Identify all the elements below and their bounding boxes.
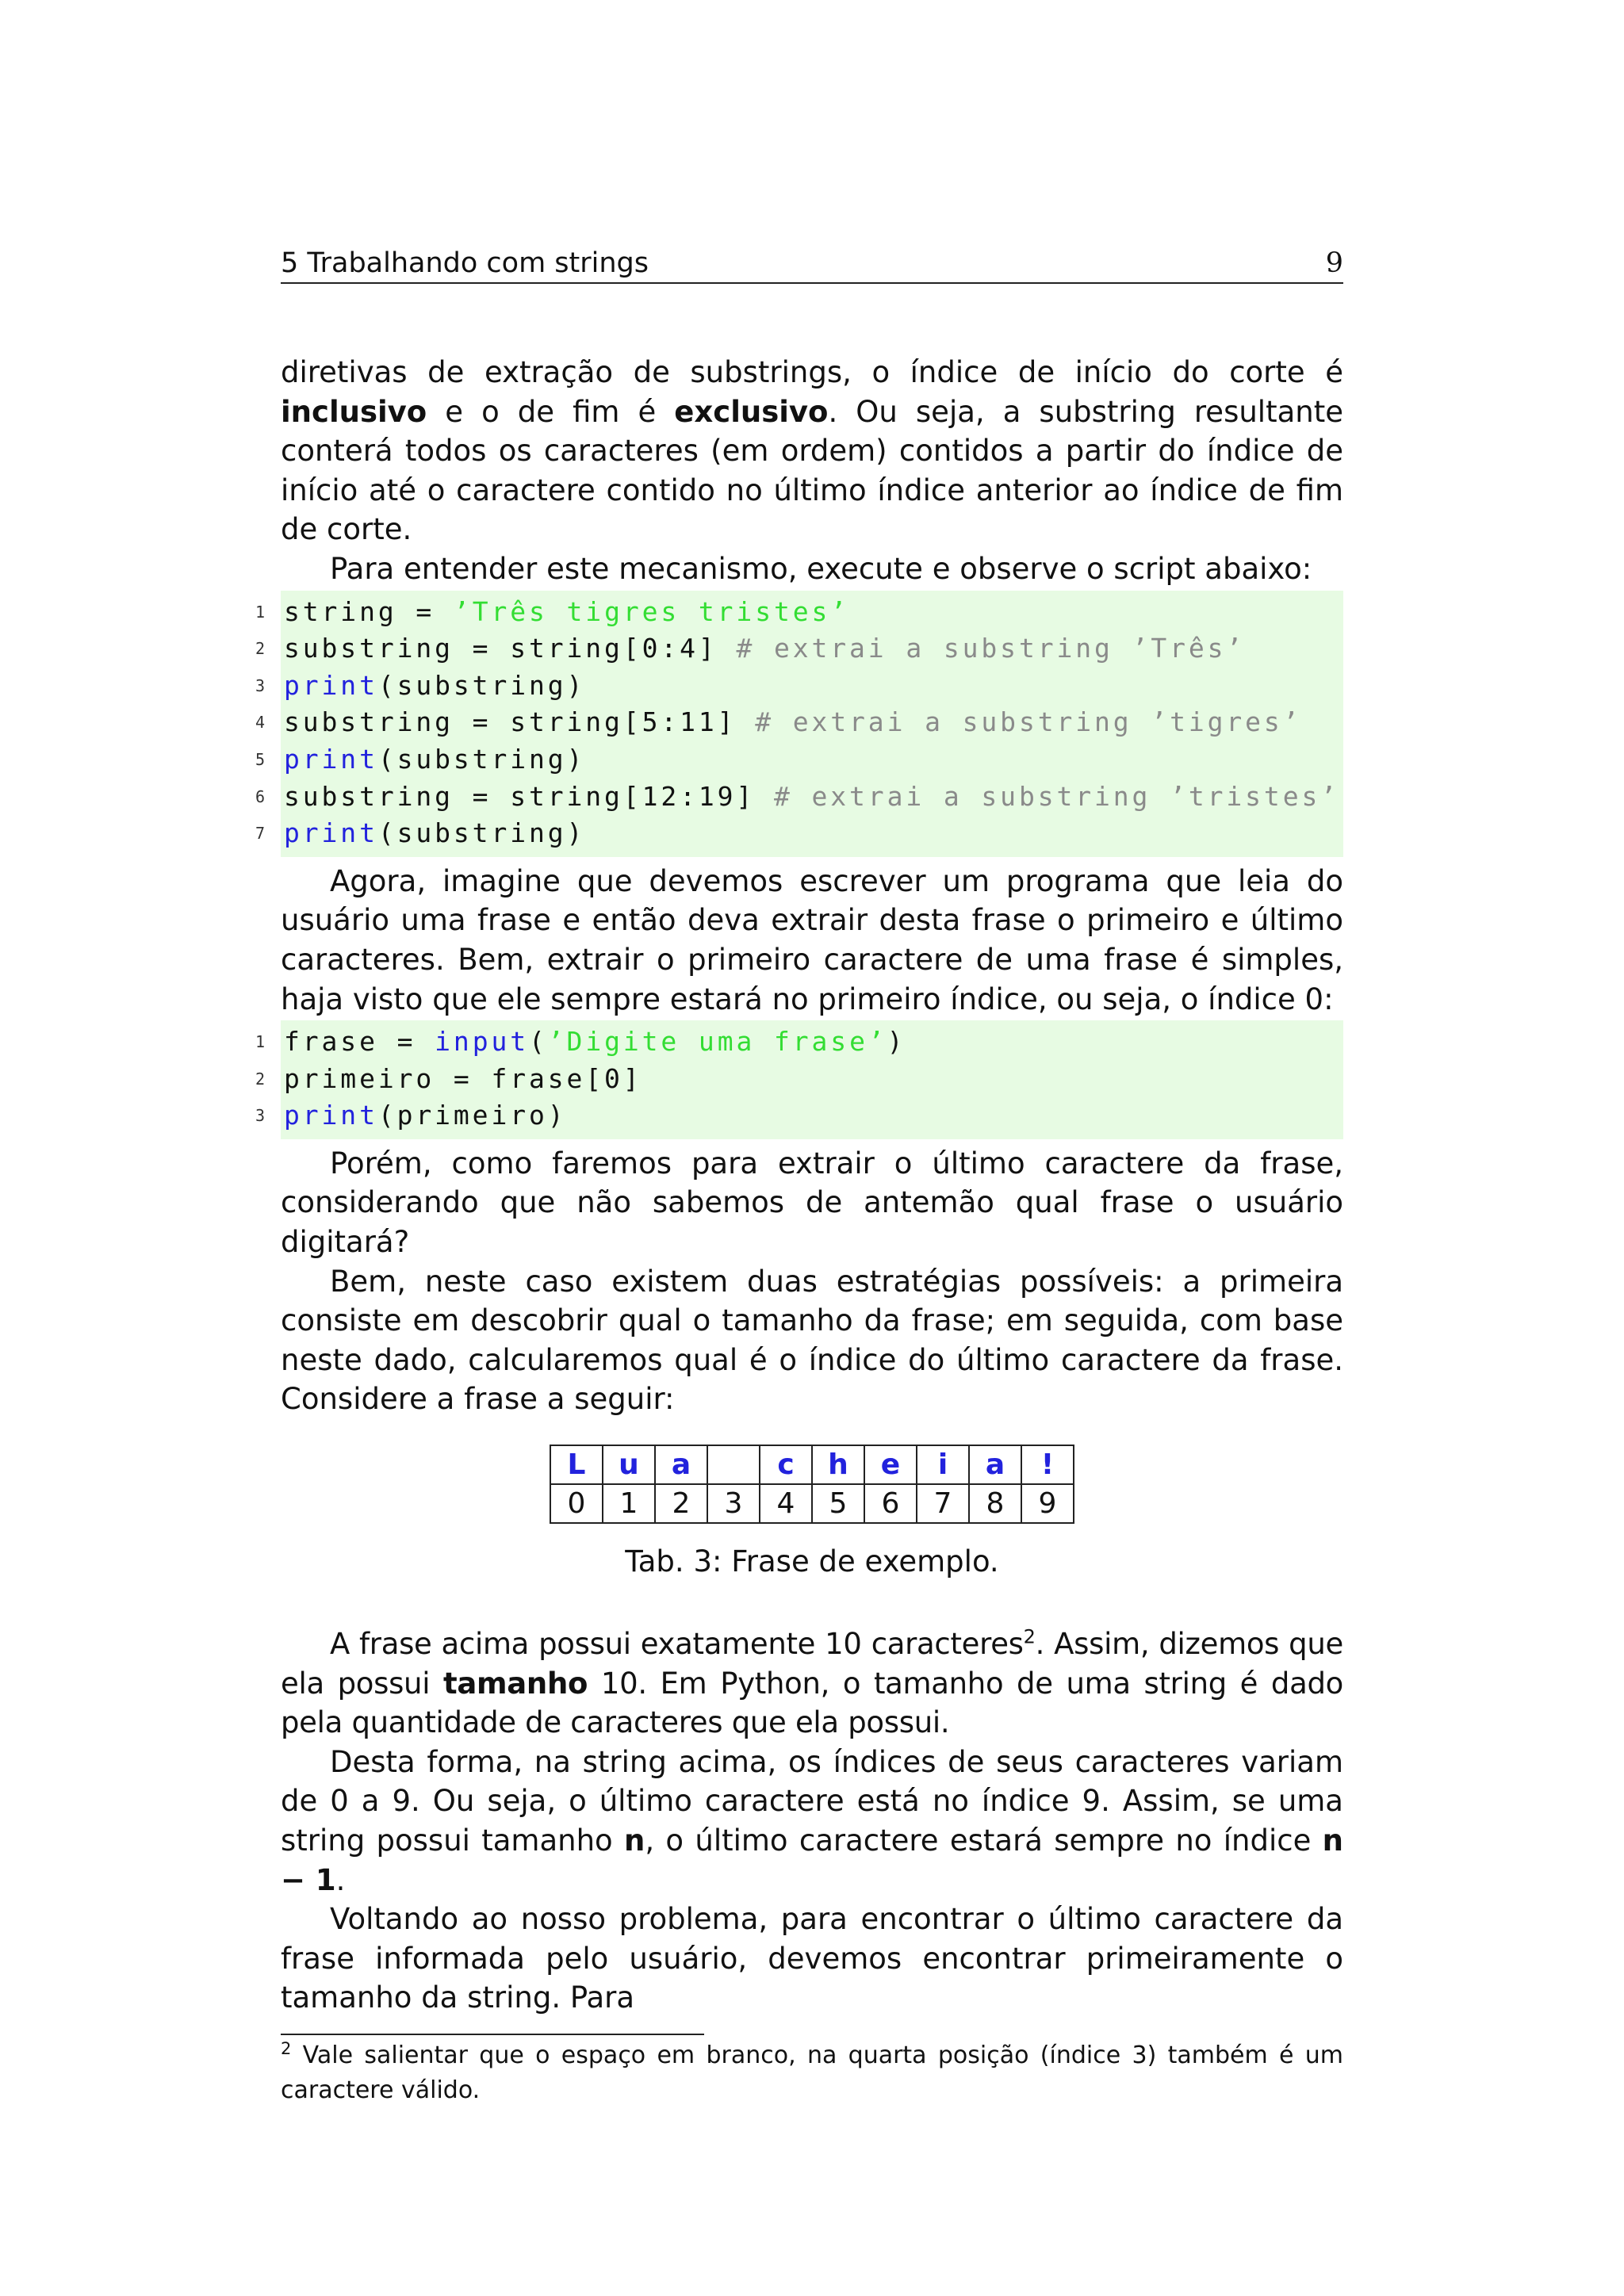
table-cell: i — [917, 1445, 969, 1484]
line-number: 3 — [255, 675, 265, 695]
line-number: 7 — [255, 824, 265, 844]
text-run: . Assim, dizemos que ela possui — [281, 1627, 1343, 1701]
chapter-title: 5 Trabalhando com strings — [281, 247, 649, 279]
table-cell: 1 — [603, 1484, 655, 1523]
text-run: A frase acima possui exatamente 10 caracteres — [330, 1627, 1024, 1662]
code-comment: # extrai a substring ’tristes’ — [773, 780, 1339, 812]
bold-inclusivo: inclusivo — [281, 394, 427, 429]
table-wrapper — [281, 1445, 1343, 1524]
code-listing-1 — [255, 591, 1343, 857]
code-text: string = — [284, 595, 454, 627]
table-cell: a — [969, 1445, 1021, 1484]
line-number: 3 — [255, 1106, 265, 1126]
paragraph-slicing-rules — [281, 353, 1343, 549]
text-run: diretivas de extração de substrings, o índice de início do corte é — [281, 355, 1343, 389]
code-line — [255, 815, 1343, 852]
table-cell: e — [864, 1445, 917, 1484]
footnote-number: 2 — [281, 2038, 292, 2058]
paragraph-last-char-question: Porém, como faremos para extrair o último caractere da frase, considerando que não sabemos de antemão qual frase o usuário digitará? — [281, 1146, 1343, 1260]
bold-exclusivo: exclusivo — [674, 394, 829, 429]
code-string: ’Digite uma frase’ — [547, 1026, 887, 1058]
code-keyword: input — [435, 1026, 529, 1058]
code-text: ) — [887, 1026, 906, 1058]
bold-n: n — [624, 1823, 645, 1858]
code-text: primeiro = frase[0] — [284, 1062, 642, 1094]
code-line — [255, 779, 1343, 816]
code-line — [255, 741, 1343, 779]
table-cell: 5 — [812, 1484, 864, 1523]
table-cell: 9 — [1021, 1484, 1074, 1523]
paragraph-size — [281, 1624, 1343, 1743]
code-text: substring = string[5:11] — [284, 706, 756, 738]
paragraph-first-char: Agora, imagine que devemos escrever um programa que leia do usuário uma frase e então deva extrair desta frase o primeiro e último caracteres. Bem, extrair o primeiro caractere de uma frase é simples, haja visto que ele sempre estará no primeiro índice, ou seja, o índice 0: — [281, 863, 1343, 1016]
line-number: 2 — [255, 1069, 265, 1089]
page-body — [255, 353, 1343, 2108]
code-line — [255, 1097, 1343, 1135]
paragraph-strategies: Bem, neste caso existem duas estratégias possíveis: a primeira consiste em descobrir qual o tamanho da frase; em seguida, com base neste dado, calcularemos qual é o índice do último caractere da frase. Considere a frase a seguir: — [281, 1264, 1343, 1417]
paragraph-intro-script: Para entender este mecanismo, execute e observe o script abaixo: — [330, 551, 1312, 586]
code-line — [255, 668, 1343, 705]
code-line — [255, 704, 1343, 741]
code-text: substring = string[0:4] — [284, 633, 737, 664]
footnote-text: Vale salientar que o espaço em branco, na quarta posição (índice 3) também é um caractere válido. — [281, 2041, 1343, 2104]
table-cell: ! — [1021, 1445, 1074, 1484]
line-number: 2 — [255, 639, 265, 659]
text-run: e o de fim é — [427, 394, 675, 429]
table-cell: L — [550, 1445, 603, 1484]
text-run: Desta forma, na string acima, os índices de seus caracteres variam de 0 a 9. Ou seja, o último caractere está no índice 9. Assim, se uma string possui tamanho — [281, 1744, 1343, 1858]
code-keyword: print — [284, 817, 378, 849]
table-row-indices — [550, 1484, 1074, 1523]
line-number: 4 — [255, 713, 265, 733]
code-comment: # extrai a substring ’Três’ — [736, 633, 1246, 664]
running-header — [281, 244, 1343, 284]
paragraph-index-range — [281, 1743, 1343, 1900]
bold-n-minus-1: n − 1 — [281, 1823, 1343, 1897]
code-text: (substring) — [377, 743, 586, 775]
text-run: . — [335, 1862, 346, 1897]
table-cell: h — [812, 1445, 864, 1484]
code-line — [255, 594, 1343, 631]
text-run: . Ou seja, a substring resultante conterá todos os caracteres (em ordem) contidos a partir do índice de início até o caractere contido no último índice anterior ao índice de fim de corte. — [281, 394, 1343, 547]
line-number: 1 — [255, 602, 265, 622]
code-string: ’Três tigres tristes’ — [453, 595, 850, 627]
footnote-rule — [281, 2034, 704, 2035]
bold-tamanho: tamanho — [442, 1666, 588, 1701]
code-text: (substring) — [377, 669, 586, 701]
code-comment: # extrai a substring ’tigres’ — [755, 706, 1302, 738]
code-text: frase = — [284, 1026, 435, 1058]
table-cell: 3 — [707, 1484, 760, 1523]
table-cell: 0 — [550, 1484, 603, 1523]
line-number: 1 — [255, 1032, 265, 1052]
code-text: ( — [529, 1026, 548, 1058]
table-cell: 8 — [969, 1484, 1021, 1523]
footnote — [281, 2038, 1343, 2108]
code-keyword: print — [284, 669, 378, 701]
footnote-mark: 2 — [1023, 1625, 1036, 1648]
line-number: 5 — [255, 749, 265, 769]
example-phrase-table — [550, 1445, 1074, 1524]
table-cell: 6 — [864, 1484, 917, 1523]
table-row-characters — [550, 1445, 1074, 1484]
table-cell: 4 — [760, 1484, 812, 1523]
code-keyword: print — [284, 743, 378, 775]
table-cell: 7 — [917, 1484, 969, 1523]
code-line — [255, 1024, 1343, 1061]
table-cell: a — [655, 1445, 707, 1484]
code-listing-2 — [255, 1020, 1343, 1139]
code-line — [255, 1061, 1343, 1098]
code-keyword: print — [284, 1100, 378, 1131]
text-run: 10. Em Python, o tamanho de uma string é dado pela quantidade de caracteres que ela possui. — [281, 1666, 1343, 1740]
code-line — [255, 630, 1343, 668]
line-number: 6 — [255, 786, 265, 806]
paragraph-back-to-problem: Voltando ao nosso problema, para encontrar o último caractere da frase informada pelo usuário, devemos encontrar primeiramente o tamanho da string. Para — [281, 1902, 1343, 2015]
page-number: 9 — [1325, 247, 1343, 279]
table-cell: c — [760, 1445, 812, 1484]
code-text: (primeiro) — [377, 1100, 567, 1131]
table-cell: 2 — [655, 1484, 707, 1523]
text-run: , o último caractere estará sempre no índice — [645, 1823, 1323, 1858]
code-text: (substring) — [377, 817, 586, 849]
table-caption: Tab. 3: Frase de exemplo. — [625, 1544, 999, 1579]
table-cell — [707, 1445, 760, 1484]
code-text: substring = string[12:19] — [284, 780, 774, 812]
table-cell: u — [603, 1445, 655, 1484]
